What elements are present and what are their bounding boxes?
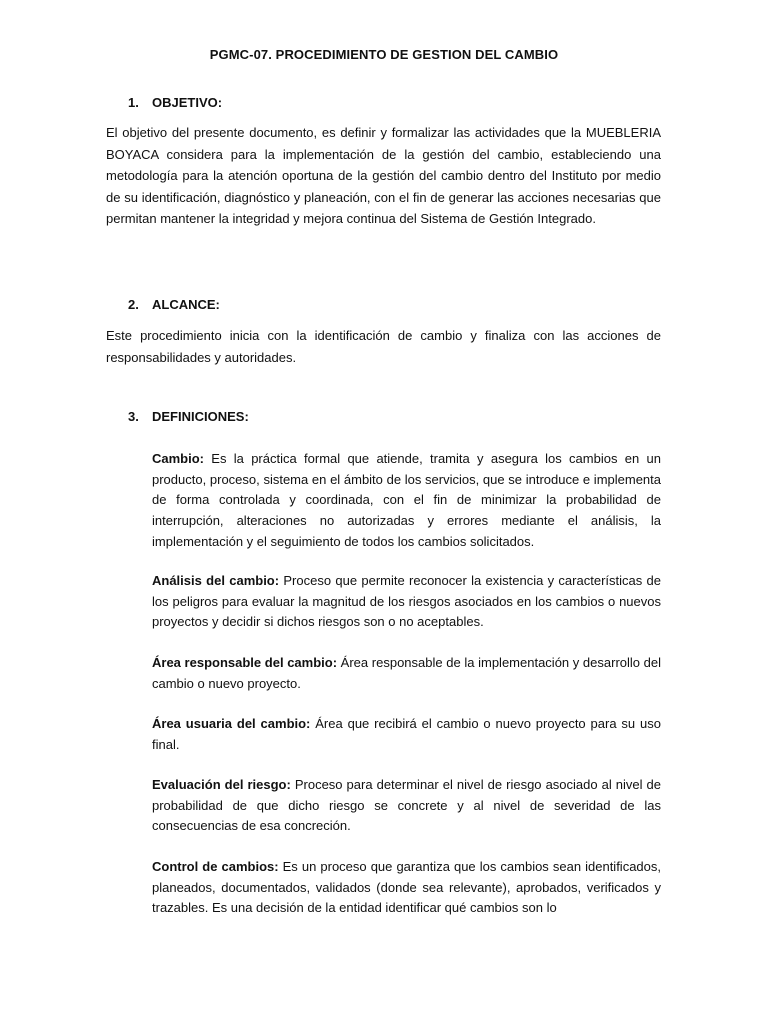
definition-item-control-cambios [152, 857, 661, 919]
section-number: 3. [128, 409, 139, 424]
definition-term: Área usuaria del cambio: [152, 716, 311, 731]
definition-text: Es la práctica formal que atiende, tramita y asegura los cambios en un producto, proceso, sistema en el ámbito de los servicios, que se introduce e implementa de forma controlada y coordinada, con el fin de minimizar la probabilidad de interrupción, alteraciones no autorizadas y errores mediante el análisis, la implementación y el seguimiento de todos los cambios solicitados. [152, 451, 661, 549]
section-body-objetivo: El objetivo del presente documento, es definir y formalizar las actividades que la MUEBLERIA BOYACA considera para la implementación de la gestión del cambio, estableciendo una metodología para la atención oportuna de la gestión del cambio dentro del Instituto por medio de su identificación, diagnóstico y planeación, con el fin de generar las acciones necesarias que permitan mantener la integridad y mejora continua del Sistema de Gestión Integrado. [106, 125, 661, 226]
definition-text: Proceso para determinar el nivel de riesgo asociado al nivel de probabilidad de que dicho riesgo se concrete y al nivel de severidad de las consecuencias de esa concreción. [152, 777, 661, 834]
definition-text: Área responsable de la implementación y desarrollo del cambio o nuevo proyecto. [152, 655, 661, 691]
definition-item-evaluacion-riesgo [152, 775, 661, 837]
section-number: 1. [128, 95, 139, 110]
document-title: PGMC-07. PROCEDIMIENTO DE GESTION DEL CAMBIO [209, 47, 559, 62]
section-title: DEFINICIONES: [152, 409, 249, 424]
definition-item-cambio [152, 449, 661, 553]
definition-item-area-responsable [152, 653, 661, 694]
definition-term: Análisis del cambio: [152, 573, 280, 588]
definition-term: Área responsable del cambio: [152, 655, 338, 670]
section-title: ALCANCE: [152, 297, 220, 312]
section-body-alcance: Este procedimiento inicia con la identificación de cambio y finaliza con las acciones de responsabilidades y autoridades. [106, 328, 661, 365]
section-number: 2. [128, 297, 139, 312]
section-title: OBJETIVO: [152, 95, 223, 110]
definition-text: Área que recibirá el cambio o nuevo proyecto para su uso final. [152, 716, 661, 752]
definition-text: Proceso que permite reconocer la existencia y características de los peligros para evaluar la magnitud de los riesgos asociados en los cambios o nuevos proyectos y decidir si dichos riesgos son o no aceptables. [152, 573, 661, 630]
section-heading-definiciones [128, 409, 249, 424]
section-heading-objetivo [128, 95, 222, 110]
definition-text: Es un proceso que garantiza que los cambios sean identificados, planeados, documentados, validados (donde sea relevante), aprobados, verificados y trazables. Es una decisión de la entidad identificar qué cambios son lo [152, 859, 661, 916]
definition-item-analisis [152, 571, 661, 633]
definition-term: Cambio: [152, 451, 204, 466]
definition-term: Evaluación del riesgo: [152, 777, 291, 792]
definition-item-area-usuaria [152, 714, 661, 755]
section-heading-alcance [128, 297, 220, 312]
definition-term: Control de cambios: [152, 859, 279, 874]
